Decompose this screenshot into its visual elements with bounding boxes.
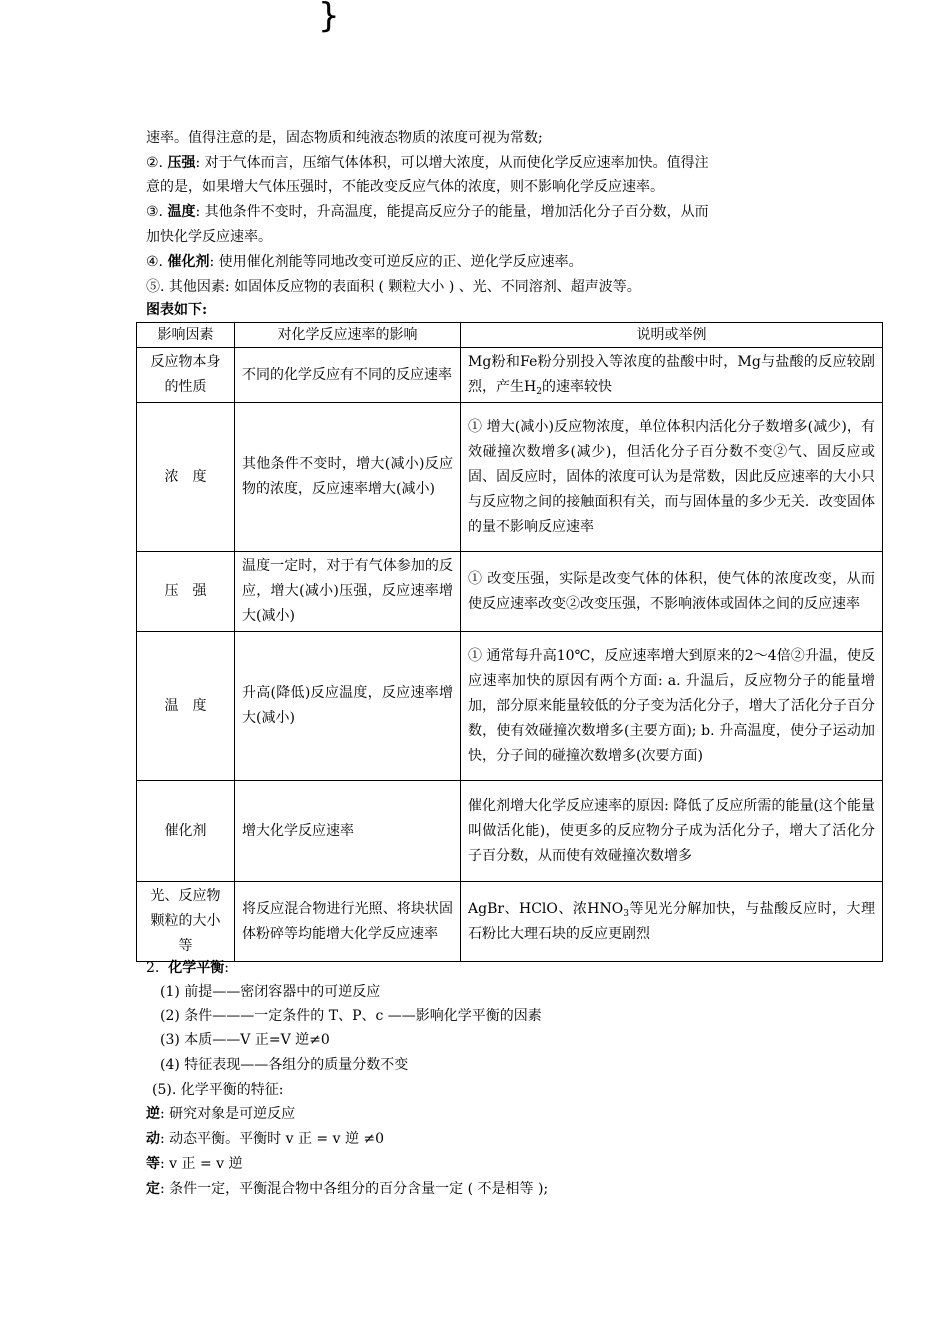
- note-cell: ① 通常每升高10℃，反应速率增大到原来的2～4倍②升温，使反应速率加快的原因有两个方面: a. 升温后，反应物分子的能量增加，部分原来能量较低的分子变为活化分子，增大了活化分子百分数，使有效碰撞次数增多(主要方面); b. 升高温度，使分子运动加快，分子间的碰撞次数增多(次要方面): [461, 632, 883, 781]
- factor-cell: 温 度: [137, 632, 235, 781]
- section-2-title: 2. 化学平衡:: [146, 960, 229, 976]
- effect-cell: 增大化学反应速率: [235, 781, 461, 882]
- equilibrium-item: (1) 前提——密闭容器中的可逆反应: [160, 984, 381, 1000]
- note-cell: AgBr、HClO、浓$HNO_3$等见光分解加快，与盐酸反应时，大理石粉比大理石块的反应更剧烈: [461, 882, 883, 962]
- factor-cell: 压 强: [137, 552, 235, 632]
- effect-cell: 不同的化学反应有不同的反应速率: [235, 348, 461, 403]
- catalyst-paragraph: ④. 催化剂: 使用催化剂能等同地改变可逆反应的正、逆化学反应速率。: [146, 254, 583, 270]
- factor-cell: 催化剂: [137, 781, 235, 882]
- table-row: [137, 781, 883, 882]
- table-row: [137, 348, 883, 403]
- temperature-paragraph-cont: 加快化学反应速率。: [146, 229, 272, 245]
- effect-cell: 其他条件不变时，增大(减小)反应物的浓度，反应速率增大(减小): [235, 403, 461, 552]
- chart-heading: 图表如下:: [146, 302, 208, 318]
- temperature-paragraph: ③. 温度: 其他条件不变时，升高温度，能提高反应分子的能量，增加活化分子百分数，从而: [146, 204, 709, 220]
- note-cell: 催化剂增大化学反应速率的原因: 降低了反应所需的能量(这个能量叫做活化能)，使更多的反应物分子成为活化分子，增大了活化分子百分数，从而使有效碰撞次数增多: [461, 781, 883, 882]
- equilibrium-item: (5). 化学平衡的特征:: [152, 1082, 284, 1098]
- table-row: [137, 403, 883, 552]
- header-effect: 对化学反应速率的影响: [235, 323, 461, 348]
- equilibrium-item: (4) 特征表现——各组分的质量分数不变: [160, 1057, 409, 1073]
- header-note: 说明或举例: [461, 323, 883, 348]
- factor-cell: 反应物本身的性质: [137, 348, 235, 403]
- table-row: [137, 632, 883, 781]
- equilibrium-item: (2) 条件———一定条件的 T、P、c ——影响化学平衡的因素: [160, 1008, 542, 1024]
- effect-cell: 温度一定时，对于有气体参加的反应，增大(减小)压强，反应速率增大(减小): [235, 552, 461, 632]
- other-factors-paragraph: ⑤. 其他因素: 如固体反应物的表面积 ( 颗粒大小 ) 、光、不同溶剂、超声波等。: [146, 279, 641, 295]
- header-factor: 影响因素: [137, 323, 235, 348]
- note-cell: Mg粉和Fe粉分别投入等浓度的盐酸中时，Mg与盐酸的反应较剧烈，产生$H_2$的速率较快: [461, 348, 883, 403]
- factor-cell: 浓 度: [137, 403, 235, 552]
- note-cell: ① 增大(减小)反应物浓度，单位体积内活化分子数增多(减少)，有效碰撞次数增多(减少)，但活化分子百分数不变②气、固反应或固、固反应时，固体的浓度可认为是常数，因此反应速率的大小只与反应物之间的接触面积有关，而与固体量的多少无关．改变固体的量不影响反应速率: [461, 403, 883, 552]
- rate-factors-table: [136, 322, 883, 962]
- table-header-row: [137, 323, 883, 348]
- pressure-paragraph-cont: 意的是，如果增大气体压强时，不能改变反应气体的浓度，则不影响化学反应速率。: [146, 179, 664, 195]
- feature-line: 动: 动态平衡。平衡时 v 正 = v 逆 ≠0: [146, 1131, 385, 1147]
- intro-line-1: 速率。值得注意的是，固态物质和纯液态物质的浓度可视为常数;: [146, 130, 543, 146]
- feature-line: 等: v 正 = v 逆: [146, 1156, 243, 1172]
- factor-cell: 光、反应物颗粒的大小等: [137, 882, 235, 962]
- effect-cell: 将反应混合物进行光照、将块状固体粉碎等均能增大化学反应速率: [235, 882, 461, 962]
- table-row: [137, 552, 883, 632]
- table-row: [137, 882, 883, 962]
- feature-line: 逆: 研究对象是可逆反应: [146, 1106, 296, 1122]
- note-cell: ① 改变压强，实际是改变气体的体积，使气体的浓度改变，从而使反应速率改变②改变压强，不影响液体或固体之间的反应速率: [461, 552, 883, 632]
- effect-cell: 升高(降低)反应温度，反应速率增大(减小): [235, 632, 461, 781]
- equilibrium-item: (3) 本质——V 正=V 逆≠0: [160, 1032, 330, 1048]
- curly-brace: }: [318, 0, 340, 36]
- pressure-paragraph: ②. 压强: 对于气体而言，压缩气体体积，可以增大浓度，从而使化学反应速率加快。值得注: [146, 155, 709, 171]
- feature-line: 定: 条件一定，平衡混合物中各组分的百分含量一定 ( 不是相等 );: [146, 1181, 549, 1197]
